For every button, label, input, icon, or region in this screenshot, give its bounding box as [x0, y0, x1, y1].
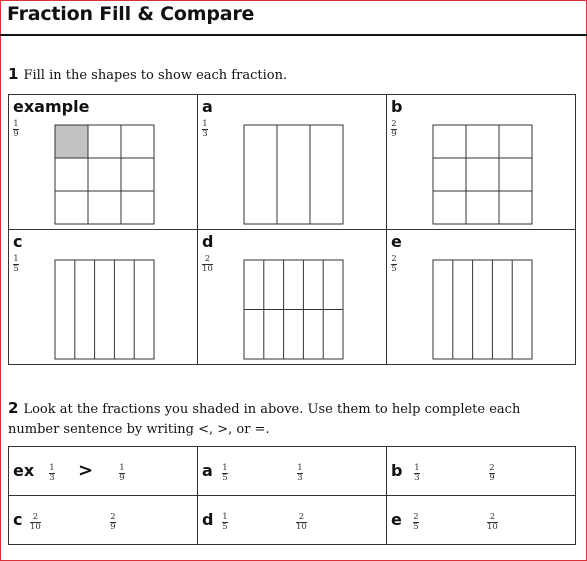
compare-grid [8, 446, 576, 545]
fraction-numerator: 2 [413, 512, 419, 522]
fraction-denominator: 5 [222, 522, 228, 532]
question-2-text: Look at the fractions you shaded in above. Use them to help complete each number sentence by writing <, >, or =. [8, 402, 521, 437]
shape-b-grid-3x3[interactable] [432, 124, 534, 225]
fraction-numerator: 2 [391, 119, 397, 129]
question-1-text: Fill in the shapes to show each fraction. [23, 68, 288, 83]
fraction [13, 120, 19, 139]
fill-cell-a [198, 95, 387, 230]
fraction-numerator: 1 [49, 463, 55, 473]
fraction-denominator: 9 [489, 473, 495, 483]
fill-cell-label: b [391, 97, 403, 116]
shape-e-fifths[interactable] [432, 259, 534, 360]
fill-cell-label: d [202, 232, 214, 251]
fraction-denominator: 10 [202, 264, 213, 274]
fraction-numerator: 1 [297, 463, 303, 473]
fraction-numerator: 1 [222, 512, 228, 522]
shape-c-fifths[interactable] [54, 259, 156, 360]
fraction [391, 120, 397, 139]
compare-cell-e [387, 496, 576, 545]
fraction-numerator: 2 [489, 463, 495, 473]
fraction-numerator: 2 [298, 512, 305, 522]
fraction-denominator: 3 [202, 129, 208, 139]
fraction-denominator: 9 [13, 129, 19, 139]
fraction [391, 255, 397, 274]
fraction [202, 255, 213, 274]
fraction-denominator: 5 [222, 473, 228, 483]
compare-cell-label: ex [13, 461, 35, 480]
fraction-denominator: 3 [49, 473, 55, 483]
fraction-right [119, 464, 125, 483]
question-2-number: 2 [8, 399, 19, 417]
fraction-denominator: 9 [391, 129, 397, 139]
fraction-numerator: 1 [222, 463, 228, 473]
compare-cell-b [387, 447, 576, 496]
shaded-part [55, 125, 88, 158]
fill-shapes-grid [8, 94, 576, 365]
fill-cell-d [198, 230, 387, 365]
fraction-right [110, 513, 116, 532]
shape-d-tenths[interactable] [243, 259, 345, 360]
fill-cell-label: a [202, 97, 213, 116]
fraction-left [49, 464, 55, 483]
fraction-numerator: 1 [414, 463, 420, 473]
compare-cell-label: c [13, 510, 23, 529]
fraction-denominator: 5 [13, 264, 19, 274]
page-title: Fraction Fill & Compare [7, 3, 255, 25]
fraction-numerator: 2 [110, 512, 116, 522]
fraction-left [30, 513, 41, 532]
shape-example-grid-3x3[interactable] [54, 124, 156, 225]
fraction [202, 120, 208, 139]
fraction-denominator: 10 [30, 522, 41, 532]
compare-cell-c [9, 496, 198, 545]
compare-cell-ex [9, 447, 198, 496]
fraction-right [297, 464, 303, 483]
question-1 [8, 64, 287, 86]
fraction-denominator: 5 [391, 264, 397, 274]
fraction-right [487, 513, 498, 532]
compare-cell-a [198, 447, 387, 496]
fraction-denominator: 3 [297, 473, 303, 483]
compare-cell-label: d [202, 510, 214, 529]
fraction-right [296, 513, 307, 532]
fraction-left [414, 464, 420, 483]
question-1-number: 1 [8, 65, 19, 83]
fraction-numerator: 2 [32, 512, 39, 522]
fraction-denominator: 9 [110, 522, 116, 532]
compare-cell-label: e [391, 510, 402, 529]
fill-cell-label: example [13, 97, 90, 116]
compare-cell-label: a [202, 461, 213, 480]
fraction-numerator: 2 [204, 254, 211, 264]
title-divider [0, 34, 587, 36]
fraction-denominator: 3 [414, 473, 420, 483]
fraction-denominator: 9 [119, 473, 125, 483]
fraction-denominator: 10 [296, 522, 307, 532]
fraction-right [489, 464, 495, 483]
fraction-left [222, 513, 228, 532]
fill-cell-label: e [391, 232, 402, 251]
fraction-left [413, 513, 419, 532]
fill-cell-c [9, 230, 198, 365]
fraction-left [222, 464, 228, 483]
question-2 [8, 398, 568, 440]
fraction-numerator: 2 [489, 512, 496, 522]
fraction-denominator: 10 [487, 522, 498, 532]
compare-cell-label: b [391, 461, 403, 480]
fill-cell-label: c [13, 232, 23, 251]
fill-cell-example [9, 95, 198, 230]
fraction-numerator: 1 [13, 254, 19, 264]
fraction-numerator: 1 [202, 119, 208, 129]
fraction [13, 255, 19, 274]
fraction-denominator: 5 [413, 522, 419, 532]
fraction-numerator: 1 [13, 119, 19, 129]
fraction-numerator: 1 [119, 463, 125, 473]
shape-a-thirds[interactable] [243, 124, 345, 225]
comparison-symbol[interactable]: > [78, 460, 94, 481]
fraction-numerator: 2 [391, 254, 397, 264]
fill-cell-e [387, 230, 576, 365]
fill-cell-b [387, 95, 576, 230]
compare-cell-d [198, 496, 387, 545]
